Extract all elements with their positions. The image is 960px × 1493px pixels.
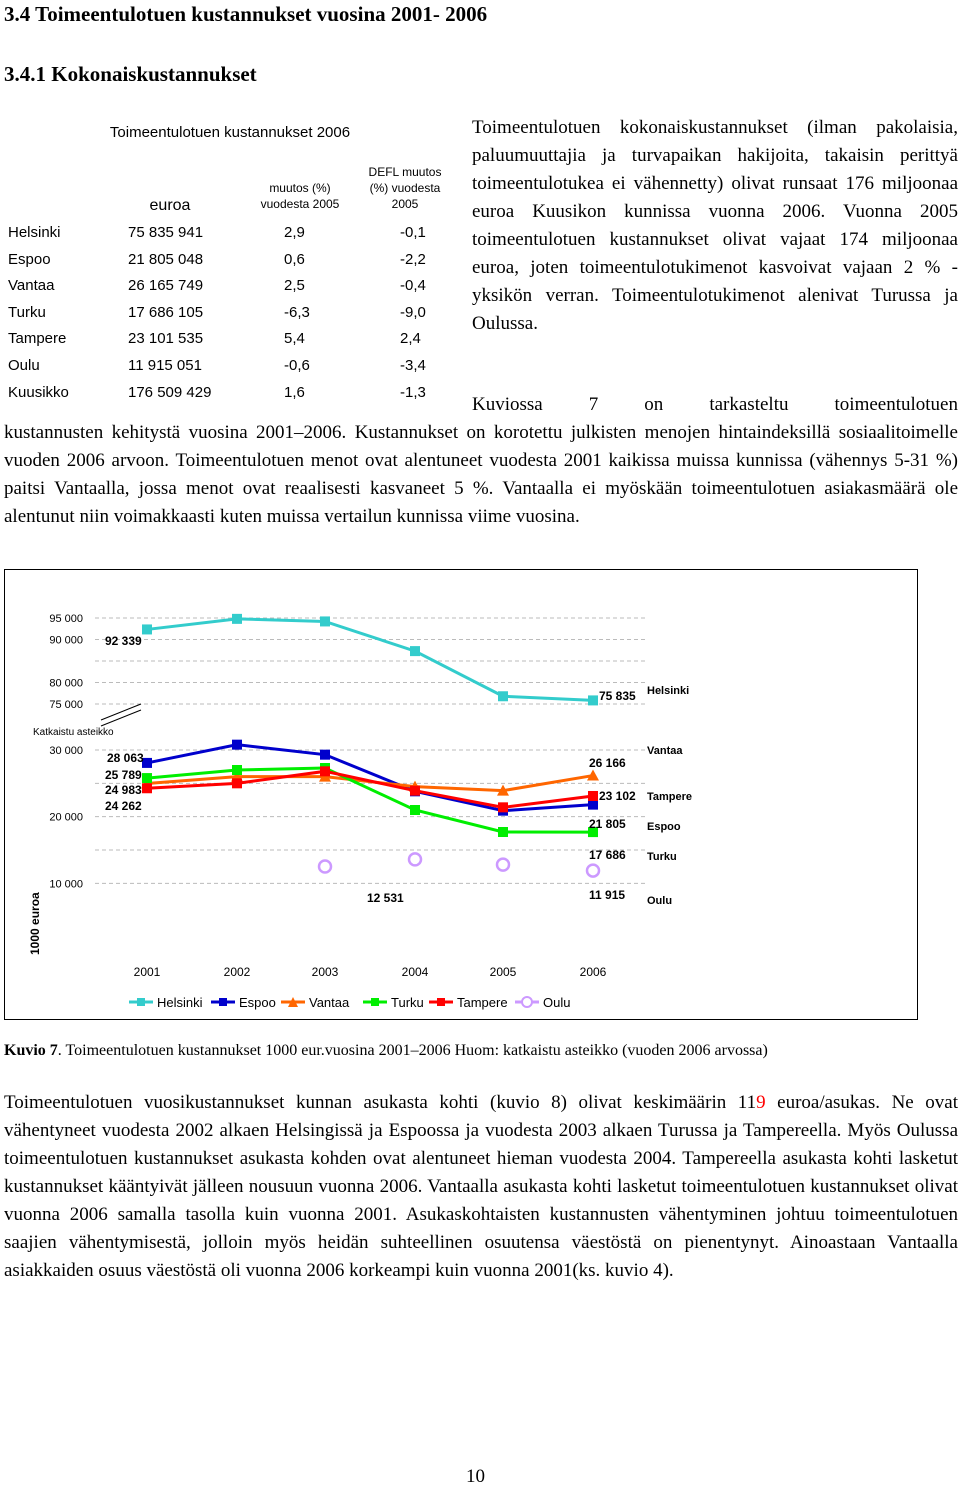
city-cell: Espoo bbox=[8, 250, 51, 268]
data-point-espoo bbox=[588, 800, 598, 810]
data-point-espoo bbox=[320, 750, 330, 760]
oulu-value-label: 12 531 bbox=[367, 891, 404, 905]
data-point-tampere bbox=[588, 791, 598, 801]
defl-cell: -2,2 bbox=[400, 250, 426, 268]
end-value-label: 26 166 bbox=[589, 756, 626, 770]
muutos-cell: 2,9 bbox=[284, 224, 305, 241]
table-row bbox=[0, 251, 460, 277]
broken-axis-note: Katkaistu asteikko bbox=[33, 727, 114, 738]
cost-chart-svg bbox=[5, 570, 917, 1019]
euroa-cell: 17 686 105 bbox=[128, 303, 204, 321]
y-tick-label: 20 000 bbox=[49, 811, 83, 824]
data-point-helsinki bbox=[498, 691, 508, 701]
data-point-turku bbox=[410, 805, 420, 815]
x-tick-label: 2006 bbox=[579, 965, 607, 979]
table-row bbox=[0, 304, 460, 330]
table-title: Toimeentulotuen kustannukset 2006 bbox=[109, 124, 351, 141]
figure-caption bbox=[4, 1042, 768, 1060]
y-axis-label: 1000 euroa bbox=[28, 892, 42, 955]
paragraph-3-highlight: 9 bbox=[756, 1092, 766, 1113]
figure-caption-label: Kuvio 7 bbox=[4, 1042, 58, 1059]
data-point-helsinki bbox=[320, 616, 330, 626]
legend-label: Espoo bbox=[239, 995, 276, 1010]
table-row bbox=[0, 277, 460, 303]
x-tick-label: 2001 bbox=[133, 965, 161, 979]
city-cell: Oulu bbox=[8, 357, 40, 374]
legend-label: Oulu bbox=[543, 995, 571, 1010]
defl-cell: -1,3 bbox=[400, 383, 426, 401]
data-point-tampere bbox=[410, 786, 420, 796]
data-point-espoo bbox=[232, 740, 242, 750]
paragraph-2: kustannusten kehitystä vuosina 2001–2006. Kustannukset on korotettu julkisten menojen hintaindeksillä sosiaalitoimelle vuoden 2006 arvoon. Toimeentulotuen menot ovat alentuneet vuodesta 2001 kaikissa muissa kunnissa (vähennys 5-31 %) paitsi Vantaalla, jossa menot ovat reaalisesti kasvaneet 5 %. Vantaalla ei myöskään toimeentulotuen asiakasmäärä ole alentunut niin voimakkaasti kuten muissa vertailun kunnissa viime vuosina. bbox=[4, 422, 958, 527]
legend-label: Vantaa bbox=[309, 995, 350, 1010]
table-col-defl: DEFL muutos (%) vuodesta 2005 bbox=[368, 165, 442, 211]
section-heading: 3.4 Toimeentulotuen kustannukset vuosina 2001- 2006 bbox=[4, 2, 488, 26]
muutos-cell: 0,6 bbox=[284, 250, 305, 268]
x-tick-label: 2002 bbox=[223, 965, 251, 979]
y-tick-label: 30 000 bbox=[49, 745, 83, 757]
data-point-helsinki bbox=[410, 646, 420, 656]
data-point-oulu bbox=[497, 859, 509, 871]
series-line-helsinki bbox=[147, 619, 593, 701]
legend-marker bbox=[522, 997, 532, 1007]
city-cell: Helsinki bbox=[8, 224, 61, 241]
table-row bbox=[0, 330, 460, 356]
end-value-label: 21 805 bbox=[589, 817, 626, 831]
table-row bbox=[0, 357, 460, 383]
start-value-label: 24 983 bbox=[105, 783, 142, 797]
end-city-label: Turku bbox=[647, 851, 677, 863]
euroa-cell: 176 509 429 bbox=[128, 383, 212, 401]
subsection-heading: 3.4.1 Kokonaiskustannukset bbox=[4, 62, 257, 86]
city-cell: Tampere bbox=[8, 330, 67, 348]
data-point-tampere bbox=[498, 802, 508, 812]
legend-marker bbox=[137, 998, 145, 1006]
end-city-label: Helsinki bbox=[647, 685, 690, 697]
defl-cell: -0,1 bbox=[400, 224, 426, 241]
paragraph-3 bbox=[4, 1089, 958, 1285]
paragraph-3-a: Toimeentulotuen vuosikustannukset kunnan asukasta kohti (kuvio 8) olivat keskimäärin 11 bbox=[4, 1092, 757, 1113]
legend-marker bbox=[437, 998, 445, 1006]
end-city-label: Vantaa bbox=[647, 745, 683, 757]
data-point-helsinki bbox=[142, 624, 152, 634]
page-number: 10 bbox=[466, 1466, 485, 1487]
side-paragraph: Toimeentulotuen kokonaiskustannukset (ilman pakolaisia, paluumuuttajia ja turvapaikan hakijoita, takaisin perittyä toimeentulotukea ei vähennetty) olivat runsaat 176 miljoonaa euroa Kuusikon kunnissa vuonna 2006. Vuonna 2005 toimeentulotuen kustannukset olivat vajaat 174 miljoonaa euroa, joten toimeentulotukimenot kasvoivat vajaan 2 % -yksikön verran. Toimeentulotukimenot alenivat Turussa ja Oulussa. bbox=[472, 117, 958, 334]
start-value-label: 28 063 bbox=[107, 751, 144, 765]
paragraph-3-b: euroa/asukas. Ne ovat vähentyneet vuodesta 2002 alkaen Helsingissä ja Espoossa ja vuodesta 2003 alkaen Turussa ja Tampereella. Myös Oulussa toimeentulotuen kustannukset asukasta kohden ovat alentuneet hieman vuodesta 2004. Tampereella asukasta kohti lasketut kustannukset kääntyivät jälleen nousuun vuonna 2006. Vantaalla asukasta kohti lasketut toimeentulotuen kustannukset olivat vuonna 2006 samalla tasolla kuin vuonna 2001. Asukaskohtaisten kustannusten vähentyminen johtuu toimeentulotuen saajien vähentymisestä, jolloin myös heidän suhteellinen osuutensa väestöstä on pienentynyt. Ainoastaan Vantaalla asiakkaiden osuus väestöstä oli vuonna 2006 korkeampi kuin vuonna 2001(ks. kuvio 4). bbox=[4, 1092, 958, 1281]
end-city-label: Oulu bbox=[647, 895, 673, 907]
y-tick-label: 10 000 bbox=[49, 878, 83, 891]
muutos-cell: 2,5 bbox=[284, 277, 305, 295]
cost-chart bbox=[4, 569, 918, 1020]
start-value-label: 24 262 bbox=[105, 799, 142, 813]
euroa-cell: 11 915 051 bbox=[128, 357, 202, 374]
muutos-cell: 1,6 bbox=[284, 383, 305, 401]
defl-cell: -0,4 bbox=[400, 277, 426, 295]
end-value-label: 23 102 bbox=[599, 789, 636, 803]
data-point-turku bbox=[232, 765, 242, 775]
y-tick-label: 75 000 bbox=[49, 699, 83, 711]
defl-cell: -3,4 bbox=[400, 357, 426, 374]
y-tick-label: 80 000 bbox=[49, 677, 83, 690]
data-point-helsinki bbox=[588, 695, 598, 705]
euroa-cell: 26 165 749 bbox=[128, 277, 204, 295]
data-point-turku bbox=[142, 773, 152, 783]
legend-label: Helsinki bbox=[157, 995, 203, 1010]
y-tick-label: 95 000 bbox=[49, 613, 83, 625]
end-value-label: 11 915 bbox=[589, 888, 626, 902]
end-value-label: 75 835 bbox=[599, 689, 636, 703]
defl-cell: -9,0 bbox=[400, 303, 426, 321]
paragraph-2-start: Kuviossa 7 on tarkasteltu toimeentulotuen bbox=[472, 394, 958, 415]
figure-caption-text: . Toimeentulotuen kustannukset 1000 eur.vuosina 2001–2006 Huom: katkaistu asteikko (vuoden 2006 arvossa) bbox=[57, 1042, 768, 1059]
start-value-label: 25 789 bbox=[105, 768, 142, 782]
euroa-cell: 75 835 941 bbox=[128, 224, 204, 241]
data-point-oulu bbox=[587, 865, 599, 877]
euroa-cell: 23 101 535 bbox=[128, 330, 204, 348]
city-cell: Vantaa bbox=[8, 277, 55, 295]
table-row bbox=[0, 384, 460, 410]
data-point-tampere bbox=[320, 766, 330, 776]
y-tick-label: 90 000 bbox=[49, 634, 83, 647]
muutos-cell: 5,4 bbox=[284, 330, 305, 348]
data-point-tampere bbox=[142, 783, 152, 793]
data-point-helsinki bbox=[232, 614, 242, 624]
table-col-muutos: muutos (%) vuodesta 2005 bbox=[260, 181, 340, 211]
table-col-euroa: euroa bbox=[149, 197, 191, 214]
start-value-label: 92 339 bbox=[105, 634, 142, 648]
end-city-label: Espoo bbox=[647, 821, 681, 833]
defl-cell: 2,4 bbox=[400, 330, 421, 348]
euroa-cell: 21 805 048 bbox=[128, 250, 204, 268]
muutos-cell: -6,3 bbox=[284, 303, 310, 321]
data-point-oulu bbox=[409, 853, 421, 865]
end-value-label: 17 686 bbox=[589, 848, 626, 862]
legend-marker bbox=[219, 998, 227, 1006]
data-point-turku bbox=[498, 827, 508, 837]
city-cell: Turku bbox=[8, 303, 46, 321]
data-point-oulu bbox=[319, 860, 331, 872]
city-cell: Kuusikko bbox=[8, 383, 69, 401]
data-point-tampere bbox=[232, 778, 242, 788]
legend-label: Tampere bbox=[457, 995, 508, 1010]
x-tick-label: 2005 bbox=[489, 965, 517, 979]
x-tick-label: 2003 bbox=[311, 965, 339, 979]
x-tick-label: 2004 bbox=[401, 965, 429, 979]
table-row bbox=[0, 224, 460, 250]
muutos-cell: -0,6 bbox=[284, 357, 310, 374]
legend-label: Turku bbox=[391, 995, 424, 1010]
legend-marker bbox=[371, 998, 379, 1006]
end-city-label: Tampere bbox=[647, 791, 693, 803]
